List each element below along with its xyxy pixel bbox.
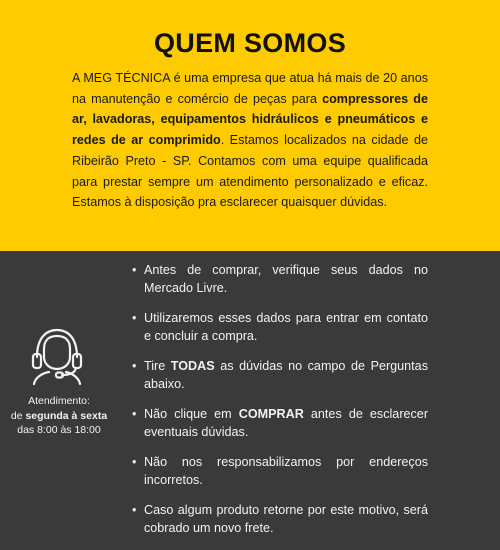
about-text-2: . Estamos localizados na cidade de Ribeirão Preto - SP. Contamos com uma equipe qualificada para prestar sempre um atendimento personalizado e eficaz. Estamos à disposição pra esclarecer quaisquer dúvidas.	[72, 133, 428, 210]
support-label: Atendimento:	[28, 395, 90, 407]
purchase-rules-list	[132, 262, 428, 550]
support-days-bold: segunda à sexta	[25, 409, 108, 422]
bullet-icon: •	[132, 455, 137, 469]
about-title: QUEM SOMOS	[153, 28, 346, 58]
headset-support-icon	[29, 327, 85, 385]
list-item: • Não nos responsabilizamos por endereços incorretos.	[132, 455, 428, 487]
about-text-bold: compressores de ar, lavadoras, equipamentos hidráulicos e pneumáticos e redes de ar comprimido	[72, 91, 428, 148]
support-time: das 8:00 às 18:00	[17, 424, 101, 436]
bullet-icon: •	[132, 359, 137, 373]
list-item: • Tire TODAS as dúvidas no campo de Perguntas abaixo.	[132, 359, 428, 391]
support-hours	[0, 394, 118, 438]
bullet-icon: •	[132, 503, 137, 517]
list-item: • Caso algum produto retorne por este motivo, será cobrado um novo frete.	[132, 503, 428, 535]
about-paragraph	[72, 68, 428, 213]
list-item: • Não clique em COMPRAR antes de esclarecer eventuais dúvidas.	[132, 407, 429, 439]
bullet-icon: •	[132, 263, 137, 277]
bullet-icon: •	[132, 311, 137, 325]
about-section	[0, 0, 500, 251]
support-days: de segunda à sexta	[10, 409, 108, 422]
list-item: • Utilizaremos esses dados para entrar em contato e concluir a compra.	[132, 311, 428, 343]
list-item: • Antes de comprar, verifique seus dados no Mercado Livre.	[132, 263, 428, 295]
about-text-1: A MEG TÉCNICA é uma empresa que atua há mais de 20 anos na manutenção e comércio de peças para	[72, 71, 428, 106]
bullet-icon: •	[132, 407, 137, 421]
